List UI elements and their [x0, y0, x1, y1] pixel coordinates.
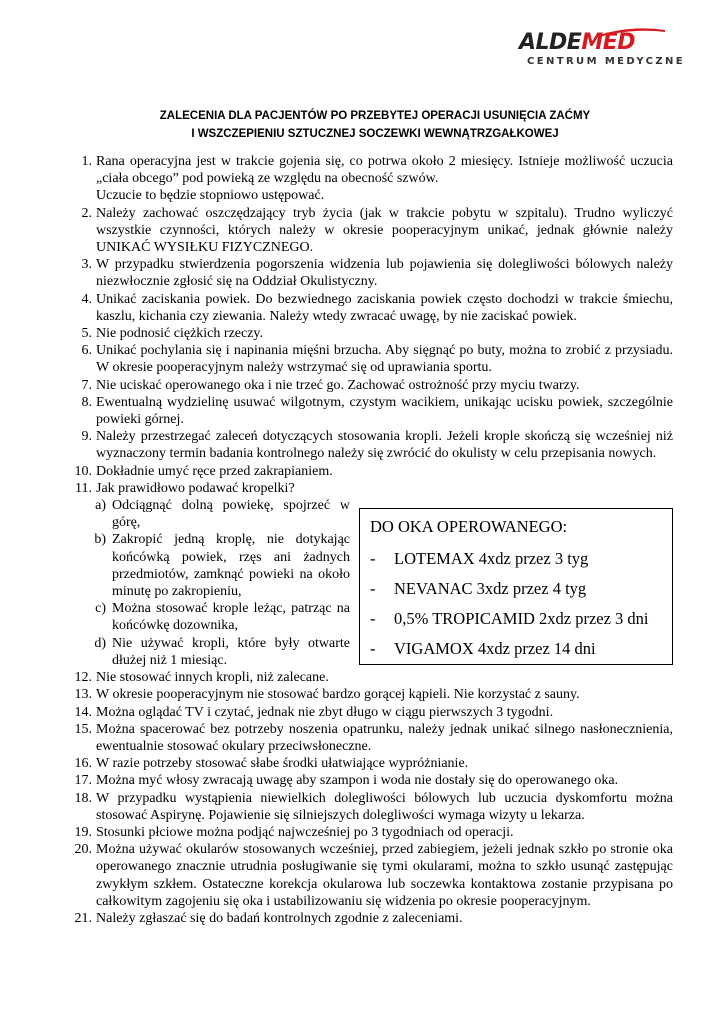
medication-item — [370, 609, 672, 629]
medication-box-title: DO OKA OPEROWANEGO: — [370, 517, 568, 536]
list-item — [72, 205, 673, 257]
list-item — [72, 153, 673, 205]
list-item-number: 17. — [74, 773, 92, 789]
list-item-text: Należy przestrzegać zaleceń dotyczących stosowania kropli. Jeżeli krople skończą się wcześniej niż wyznaczony termin badania kontrolnego należy się zwrócić do okulisty w celu przepisania nowych. — [96, 429, 673, 462]
sub-list-item-letter: a) — [95, 498, 106, 514]
list-item-number: 9. — [81, 429, 92, 445]
medication-item-dash: - — [370, 639, 376, 658]
list-item — [72, 910, 673, 927]
sub-list-item-letter: c) — [95, 601, 106, 617]
list-item-text: W razie potrzeby stosować słabe środki ułatwiające wypróżnianie. — [96, 756, 469, 772]
title-line-1: ZALECENIA DLA PACJENTÓW PO PRZEBYTEJ OPERACJI USUNIĘCIA ZAĆMY — [159, 110, 591, 122]
list-item-text: W okresie pooperacyjnym nie stosować bardzo gorącej kąpieli. Nie korzystać z sauny. — [96, 687, 580, 703]
list-item-text: Nie uciskać operowanego oka i nie trzeć go. Zachować ostrożność przy myciu twarzy. — [96, 377, 580, 393]
medication-box — [359, 508, 673, 665]
list-item-text: Można spacerować bez potrzeby noszenia opatrunku, należy jednak unikać silnego nasłonecznienia, ewentualnie stosować okulary przeciwsłoneczne. — [96, 721, 673, 754]
medication-item-text: VIGAMOX 4xdz przez 14 dni — [394, 639, 596, 658]
medication-item-text: LOTEMAX 4xdz przez 3 tyg — [394, 549, 589, 568]
list-item — [72, 772, 673, 789]
list-item-text: Unikać pochylania się i napinania mięśni brzucha. Aby sięgnąć po buty, można to zrobić z przysiadu. W okresie pooperacyjnym należy wstrzymać się od uprawiania sportu. — [96, 343, 673, 376]
medication-item-dash: - — [370, 609, 376, 628]
medication-item — [370, 549, 672, 569]
list-item — [72, 480, 673, 497]
sub-list-item-letter: b) — [94, 532, 106, 548]
list-item — [72, 721, 673, 755]
list-item-text: Można oglądać TV i czytać, jednak nie zbyt długo w ciągu pierwszych 3 tygodni. — [96, 704, 554, 720]
logo-subtitle: CENTRUM MEDYCZNE — [527, 56, 686, 67]
list-item-number: 12. — [74, 670, 92, 686]
sub-list-item — [72, 600, 350, 634]
logo-brand-right: MED — [581, 30, 636, 55]
list-item — [72, 342, 673, 376]
list-item — [72, 669, 673, 686]
list-item-number: 5. — [81, 326, 92, 342]
medication-item — [370, 579, 672, 599]
list-item-number: 13. — [74, 687, 92, 703]
list-item-text: Unikać zaciskania powiek. Do bezwiednego zaciskania powiek często dochodzi w trakcie śmiechu, kaszlu, kichania czy ziewania. Należy wtedy zwracać uwagę, by nie zaciskać powiek. — [96, 291, 673, 324]
list-item-text: Uczucie to będzie stopniowo ustępować. — [96, 188, 325, 204]
list-item-number: 18. — [74, 790, 92, 806]
sub-list-item-text: Nie używać kropli, które były otwarte dłużej niż 1 miesiąc. — [112, 635, 350, 668]
recommendations-part-1 — [72, 153, 673, 497]
medication-item-text: NEVANAC 3xdz przez 4 tyg — [394, 579, 587, 598]
list-item-number: 21. — [74, 910, 92, 926]
list-item — [72, 704, 673, 721]
list-item-text: Można myć włosy zwracają uwagę aby szampon i woda nie dostały się do operowanego oka. — [96, 773, 619, 789]
list-item-number: 15. — [74, 721, 92, 737]
medication-item-text: 0,5% TROPICAMID 2xdz przez 3 dni — [394, 609, 649, 628]
list-item-text: Ewentualną wydzielinę usuwać wilgotnym, czystym wacikiem, unikając ucisku powiek, szczególnie powieki górnej. — [96, 394, 673, 428]
list-item-text: Należy zachować oszczędzający tryb życia (jak w trakcie pobytu w szpitalu). Trudno wyliczyć wszystkie czynności, których należy w okresie pooperacyjnym unikać, jednak głównie należy UNIKAĆ WYSIŁKU FIZYCZNEGO. — [96, 205, 673, 256]
logo — [519, 30, 686, 72]
medication-item-dash: - — [370, 579, 376, 598]
list-item-number: 14. — [74, 704, 92, 720]
list-item-text: W przypadku wystąpienia niewielkich dolegliwości bólowych lub uczucia dyskomfortu można stosować Aspirynę. Pojawienie się silniejszych dolegliwości wymaga wizyty u lekarza. — [96, 790, 673, 823]
list-item-number: 1. — [81, 154, 92, 169]
list-item — [72, 755, 673, 772]
list-item-number: 19. — [74, 824, 92, 840]
list-item — [72, 291, 673, 325]
medication-item-dash: - — [370, 549, 376, 568]
list-item-number: 3. — [81, 257, 92, 273]
list-item — [72, 377, 673, 394]
list-item-number: 2. — [81, 205, 92, 221]
list-item — [72, 841, 673, 910]
sub-list-item-text: Można stosować krople leżąc, patrząc na końcówkę dozownika, — [112, 601, 350, 634]
list-item-number: 4. — [81, 291, 92, 307]
logo-wordmark — [519, 30, 671, 56]
list-item-number: 11. — [75, 480, 92, 496]
list-item-text: Należy zgłaszać się do badań kontrolnych zgodnie z zaleceniami. — [96, 910, 463, 926]
sub-list-item — [72, 635, 350, 669]
list-item-text: Nie stosować innych kropli, niż zalecane. — [96, 670, 329, 686]
medication-item — [370, 639, 672, 659]
list-item — [72, 686, 673, 703]
list-item-text: W przypadku stwierdzenia pogorszenia widzenia lub pojawienia się dolegliwości bólowych należy niezwłocznie zgłosić się na Oddział Okulistyczny. — [96, 257, 673, 290]
recommendations-part-2 — [72, 669, 673, 927]
sub-list-item — [72, 531, 350, 600]
list-item — [72, 824, 673, 841]
list-item-number: 10. — [74, 463, 92, 479]
list-item — [72, 394, 673, 428]
list-item — [72, 790, 673, 824]
list-item-number: 6. — [81, 343, 92, 359]
medication-list — [370, 549, 672, 659]
list-item-text: Stosunki płciowe można podjąć najwcześniej po 3 tygodniach od operacji. — [96, 824, 514, 840]
list-item — [72, 463, 673, 480]
list-item-text: Jak prawidłowo podawać kropelki? — [96, 480, 295, 496]
list-item-text: Można używać okularów stosowanych wcześniej, przed zabiegiem, jeżeli jednak szkło po stronie oka operowanego znacznie utrudnia posługiwanie się tymi okularami, można to szkło usunąć zastępując zwykłym szkłem. Ostateczne korekcja okularowa lub soczewka kontaktowa zostanie przypisana po całkowitym zagojeniu się oka i ustabilizowaniu się widzenia po okresie pooperacyjnym. — [96, 842, 673, 909]
sub-list-item — [72, 497, 350, 531]
list-item-text: Dokładnie umyć ręce przed zakrapianiem. — [96, 463, 333, 479]
list-item-number: 8. — [81, 394, 92, 410]
list-item-number: 7. — [81, 377, 92, 393]
list-item — [72, 325, 673, 342]
list-item-text: Rana operacyjna jest w trakcie gojenia się, co potrwa około 2 miesięcy. Istnieje możliwość uczucia „ciała obcego” pod powieką ze względu na obecność szwów. — [96, 154, 673, 187]
title-line-2: I WSZCZEPIENIU SZTUCZNEJ SOCZEWKI WEWNĄTRZGAŁKOWEJ — [191, 128, 559, 140]
list-item-number: 20. — [74, 842, 92, 858]
list-item — [72, 256, 673, 290]
sub-list-item-text: Zakropić jedną kroplę, nie dotykając końcówką powiek, rzęs ani żadnych przedmiotów, zamknąć powieki na około minutę po zakropieniu, — [112, 532, 350, 600]
logo-brand-left: ALDE — [519, 30, 582, 55]
list-item — [72, 428, 673, 462]
document-title — [80, 107, 670, 143]
list-item-number: 16. — [74, 756, 92, 772]
list-item-text: Nie podnosić ciężkich rzeczy. — [96, 326, 264, 342]
sub-list-item-letter: d) — [94, 635, 106, 651]
sub-list-item-text: Odciągnąć dolną powiekę, spojrzeć w górę, — [112, 498, 350, 531]
